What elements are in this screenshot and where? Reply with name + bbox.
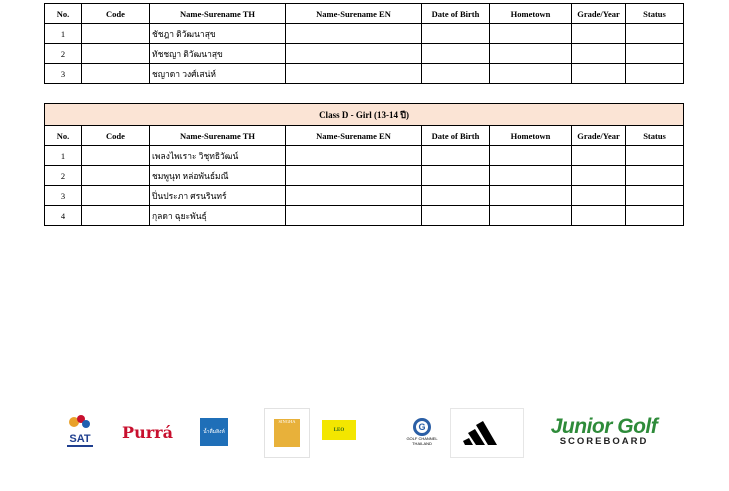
cell-name-th: ชัชฎา ติวัฒนาสุข <box>150 24 286 44</box>
adidas-logo-frame <box>450 408 524 458</box>
cell-no: 2 <box>45 44 82 64</box>
header-row <box>45 4 684 24</box>
purra-logo: Purrá <box>122 422 173 442</box>
cell-status <box>626 186 684 206</box>
scoreboard-wordmark: SCOREBOARD <box>559 436 649 447</box>
cell-dob <box>422 146 490 166</box>
cell-code <box>82 146 150 166</box>
cell-grade <box>572 206 626 226</box>
cell-code <box>82 44 150 64</box>
cell-no: 3 <box>45 64 82 84</box>
cell-name-th: ทัชชญา ติวัฒนาสุข <box>150 44 286 64</box>
junior-golf-wordmark: Junior Golf <box>550 415 658 438</box>
cell-dob <box>422 64 490 84</box>
col-header-name-th: Name-Surename TH <box>150 4 286 24</box>
cell-hometown <box>490 24 572 44</box>
golf-channel-emblem-icon: G <box>413 418 431 436</box>
cell-name-th: เพลงไพเราะ วิชุทธิวัฒน์ <box>150 146 286 166</box>
adidas-logo-icon <box>463 419 511 447</box>
cell-grade <box>572 166 626 186</box>
cell-dob <box>422 24 490 44</box>
class-title-row <box>45 104 684 126</box>
cell-name-th: กุลดา ฉุยะพันธุ์ <box>150 206 286 226</box>
col-header-no: No. <box>45 4 82 24</box>
cell-hometown <box>490 166 572 186</box>
cell-hometown <box>490 44 572 64</box>
junior-golf-scoreboard-logo <box>544 414 664 450</box>
cell-grade <box>572 44 626 64</box>
cell-name-en <box>286 166 422 186</box>
cell-status <box>626 64 684 84</box>
col-header-no: No. <box>45 126 82 146</box>
col-header-grade: Grade/Year <box>572 4 626 24</box>
cell-dob <box>422 206 490 226</box>
cell-grade <box>572 64 626 84</box>
col-header-status: Status <box>626 4 684 24</box>
cell-name-en <box>286 206 422 226</box>
cell-status <box>626 206 684 226</box>
col-header-grade: Grade/Year <box>572 126 626 146</box>
col-header-hometown: Hometown <box>490 126 572 146</box>
col-header-hometown: Hometown <box>490 4 572 24</box>
col-header-dob: Date of Birth <box>422 126 490 146</box>
header-row <box>45 126 684 146</box>
cell-no: 2 <box>45 166 82 186</box>
table-row <box>45 206 684 226</box>
cell-name-en <box>286 24 422 44</box>
cell-dob <box>422 166 490 186</box>
table-row <box>45 24 684 44</box>
col-header-name-en: Name-Surename EN <box>286 126 422 146</box>
col-header-dob: Date of Birth <box>422 4 490 24</box>
cell-name-en <box>286 146 422 166</box>
singha-logo: SINGHA <box>274 419 300 447</box>
svg-text:SAT: SAT <box>69 433 91 445</box>
cell-hometown <box>490 64 572 84</box>
table-row <box>45 146 684 166</box>
col-header-name-en: Name-Surename EN <box>286 4 422 24</box>
cell-name-th: ชมพูนุท หล่อพันธ์มณี <box>150 166 286 186</box>
cell-no: 4 <box>45 206 82 226</box>
cell-dob <box>422 186 490 206</box>
golf-channel-sublabel: THAILAND <box>412 441 432 446</box>
golf-channel-logo <box>400 414 444 450</box>
table-row <box>45 64 684 84</box>
cell-name-th: ปิ่นประภา ศรนรินทร์ <box>150 186 286 206</box>
sat-logo <box>64 412 96 452</box>
cell-dob <box>422 44 490 64</box>
cell-no: 1 <box>45 146 82 166</box>
sponsor-logos <box>60 406 680 458</box>
cell-hometown <box>490 146 572 166</box>
cell-grade <box>572 24 626 44</box>
cell-name-en <box>286 64 422 84</box>
cell-no: 1 <box>45 24 82 44</box>
col-header-status: Status <box>626 126 684 146</box>
cell-code <box>82 24 150 44</box>
singha-logo-frame <box>264 408 310 458</box>
col-header-name-th: Name-Surename TH <box>150 126 286 146</box>
cell-status <box>626 146 684 166</box>
roster-table-1 <box>44 3 684 84</box>
class-title: Class D - Girl (13-14 ปี) <box>45 104 684 126</box>
cell-status <box>626 24 684 44</box>
cell-name-en <box>286 44 422 64</box>
cell-code <box>82 64 150 84</box>
cell-code <box>82 166 150 186</box>
table-row <box>45 166 684 186</box>
cell-name-th: ชญาดา วงศ์เสน่ห์ <box>150 64 286 84</box>
cell-hometown <box>490 206 572 226</box>
cell-code <box>82 186 150 206</box>
leo-logo: LEO <box>322 420 356 440</box>
table-row <box>45 186 684 206</box>
cell-hometown <box>490 186 572 206</box>
cell-grade <box>572 186 626 206</box>
cell-status <box>626 44 684 64</box>
col-header-code: Code <box>82 126 150 146</box>
singha-water-logo: น้ำดื่มสิงห์ <box>200 418 228 446</box>
table-row <box>45 44 684 64</box>
roster-table-class-d-girl <box>44 103 684 226</box>
cell-no: 3 <box>45 186 82 206</box>
cell-status <box>626 166 684 186</box>
sat-emblem-icon <box>64 412 96 452</box>
col-header-code: Code <box>82 4 150 24</box>
cell-name-en <box>286 186 422 206</box>
cell-code <box>82 206 150 226</box>
golf-channel-label: GOLF CHANNEL <box>406 436 438 441</box>
cell-grade <box>572 146 626 166</box>
